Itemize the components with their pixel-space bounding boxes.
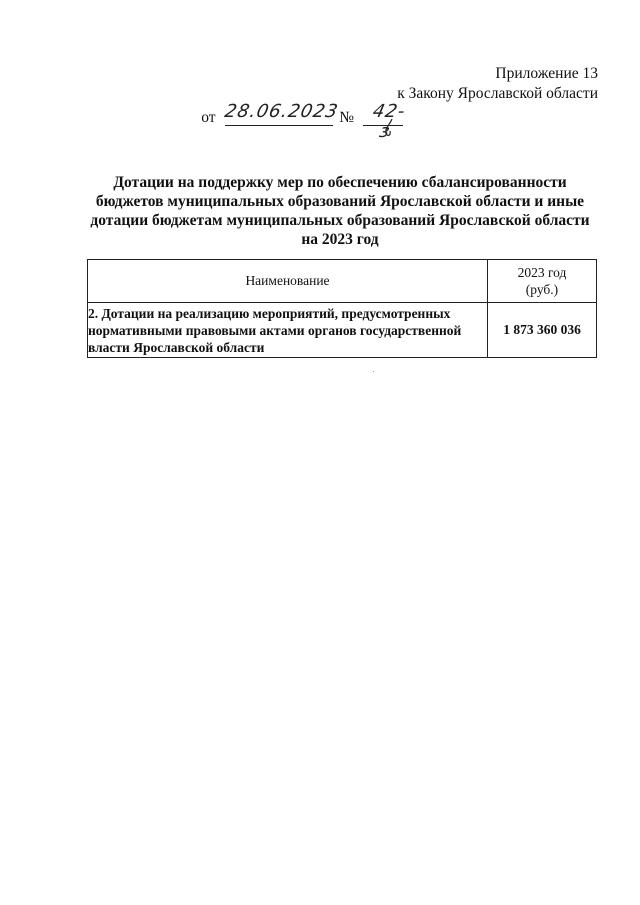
scan-speck: [373, 371, 374, 372]
row-value-cell: 1 873 360 036: [488, 303, 597, 358]
law-date-number: [201, 101, 598, 142]
title-line: дотации бюджетам муниципальных образований Ярославской области: [90, 212, 590, 229]
column-header-year: [488, 260, 597, 303]
row-name-cell: 2. Дотации на реализацию мероприятий, предусмотренных нормативными правовыми актами органов государственной власти Ярославской области: [88, 303, 488, 358]
document-header: [201, 64, 598, 142]
appendix-label: Приложение 13: [495, 65, 598, 82]
number-label: №: [339, 109, 355, 126]
column-header-name: Наименование: [88, 260, 488, 303]
subsidy-table: [87, 259, 597, 358]
table-row: [88, 303, 597, 358]
table-header-row: [88, 260, 597, 303]
date-underline: [225, 125, 333, 126]
column-header-year-label: 2023 год: [517, 265, 567, 280]
column-header-unit-label: (руб.): [525, 282, 559, 297]
handwritten-number: 42-з: [371, 101, 408, 142]
title-line: Дотации на поддержку мер по обеспечению сбалансированности: [113, 174, 567, 191]
document-title: [90, 173, 590, 249]
handwriting-flourish: [383, 118, 395, 138]
title-line: на 2023 год: [301, 231, 379, 248]
title-line: бюджетов муниципальных образований Ярославской области и иные: [95, 193, 585, 210]
handwritten-date: 28.06.2023: [223, 101, 341, 122]
from-label: от: [201, 109, 216, 126]
law-reference: к Закону Ярославской области: [397, 85, 598, 102]
